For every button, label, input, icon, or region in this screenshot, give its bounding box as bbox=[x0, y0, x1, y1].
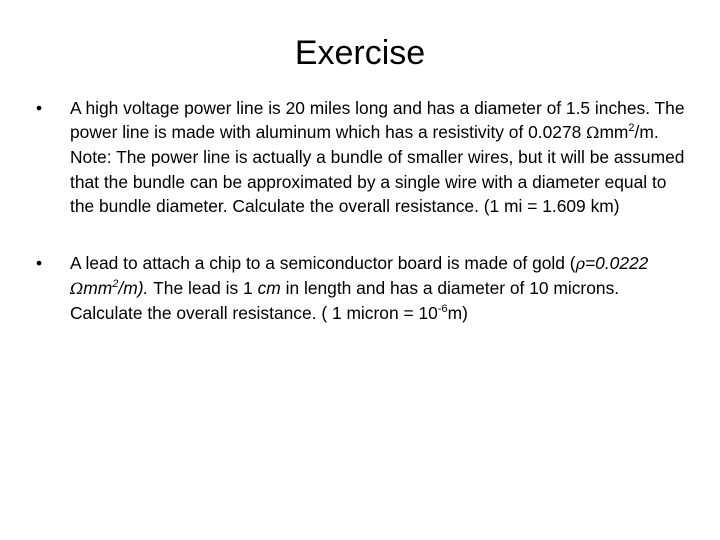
bullet-text: =0.0222 bbox=[585, 253, 649, 274]
ohm-symbol: Ω bbox=[70, 279, 84, 299]
bullet-text: /m). bbox=[118, 278, 154, 299]
bullet-item-power-line bbox=[36, 96, 686, 218]
bullet-text: m) bbox=[447, 303, 468, 324]
superscript: 2 bbox=[112, 278, 119, 291]
ohm-symbol: Ω bbox=[586, 123, 600, 143]
slide-title: Exercise bbox=[294, 34, 426, 72]
bullet-text: A high voltage power line is 20 miles long and has a diameter of 1.5 inches. The power line is made with aluminum which has a resistivity of 0.0278 bbox=[70, 98, 685, 143]
bullet-list bbox=[36, 96, 686, 359]
unit-cm: cm bbox=[257, 278, 281, 299]
bullet-text: A lead to attach a chip to a semiconductor board is made of gold ( bbox=[70, 253, 576, 274]
bullet-marker: • bbox=[36, 253, 43, 274]
bullet-text: in length and has a diameter of 10 microns. Calculate the overall resistance. ( 1 micron = 10 bbox=[70, 278, 620, 324]
bullet-item-gold-lead bbox=[36, 251, 686, 326]
bullet-text: mm bbox=[83, 278, 113, 299]
bullet-text: mm bbox=[599, 122, 629, 143]
superscript: 2 bbox=[628, 122, 635, 135]
bullet-marker: • bbox=[36, 98, 43, 118]
superscript: -6 bbox=[437, 303, 448, 316]
bullet-text: /m. Note: The power line is actually a bundle of smaller wires, but it will be assumed that the bundle can be approximated by a single wire with a diameter equal to the bundle diameter. Calculate the overall resistance. (1 mi = 1.609 km) bbox=[70, 122, 685, 216]
bullet-text: The lead is 1 bbox=[153, 278, 258, 299]
rho-symbol: ρ bbox=[575, 254, 585, 274]
